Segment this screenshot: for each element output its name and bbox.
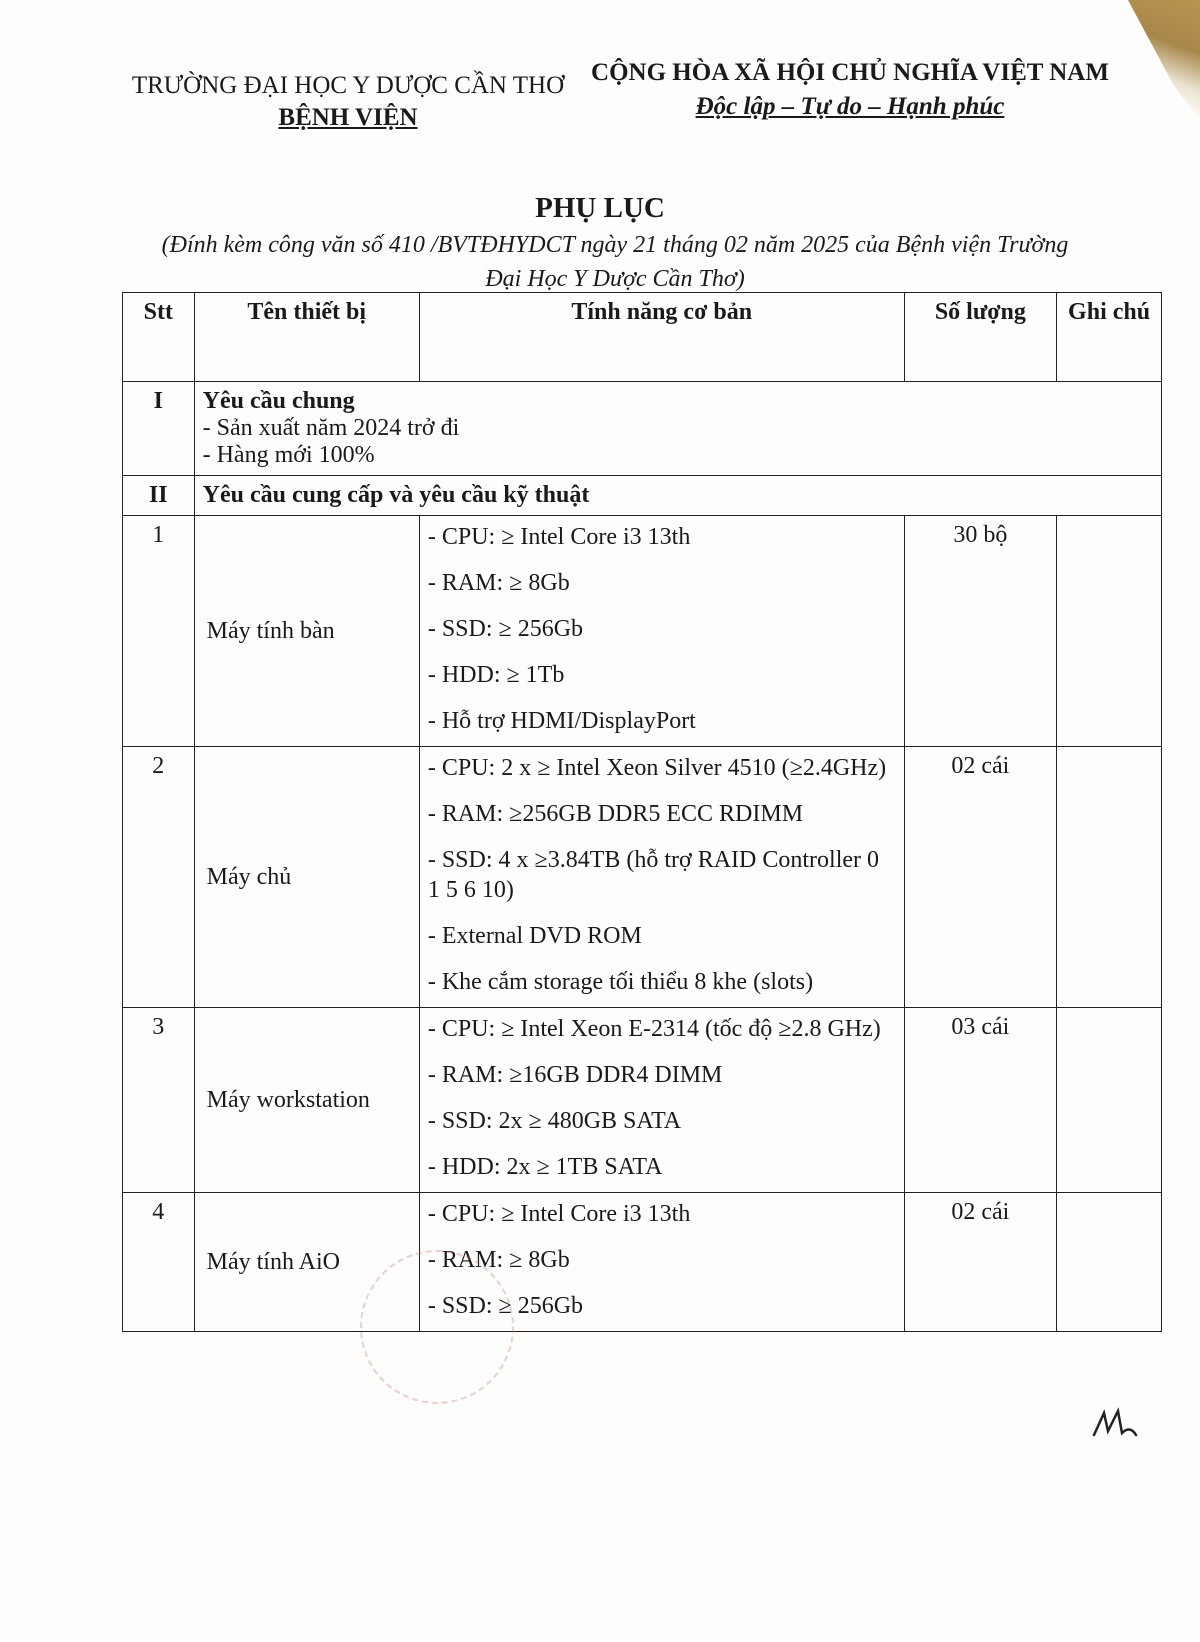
row-note xyxy=(1057,516,1162,747)
feature-line: - CPU: 2 x ≥ Intel Xeon Silver 4510 (≥2.4GHz) xyxy=(427,755,887,781)
row-stt: 2 xyxy=(123,747,195,1008)
section-content xyxy=(194,382,1161,476)
feature-line: - CPU: ≥ Intel Xeon E-2314 (tốc độ ≥2.8 GHz) xyxy=(427,1016,881,1042)
issuer-university: TRƯỜNG ĐẠI HỌC Y DƯỢC CẦN THƠ xyxy=(131,72,565,99)
issuer-header xyxy=(128,70,568,134)
section-title: Yêu cầu chung xyxy=(202,388,355,414)
section-row-general xyxy=(123,382,1162,476)
col-header-stt: Stt xyxy=(123,293,195,382)
col-header-name: Tên thiết bị xyxy=(194,293,419,382)
faded-stamp xyxy=(360,1250,514,1404)
feature-line: - RAM: ≥ 8Gb xyxy=(427,570,570,596)
row-device-name: Máy tính bàn xyxy=(194,516,419,747)
issuer-hospital: BỆNH VIỆN xyxy=(278,104,418,131)
row-device-name: Máy tính AiO xyxy=(194,1193,419,1332)
feature-line: - HDD: 2x ≥ 1TB SATA xyxy=(427,1154,663,1180)
national-motto: Độc lập – Tự do – Hạnh phúc xyxy=(695,93,1005,120)
document-subtitle: (Đính kèm công văn số 410 /BVTĐHYDCT ngày 21 tháng 02 năm 2025 của Bệnh viện Trường Đại Học Y Dược Cần Thơ) xyxy=(161,232,1069,292)
document-title: PHỤ LỤC xyxy=(535,192,665,224)
row-stt: 4 xyxy=(123,1193,195,1332)
initials-signature xyxy=(1090,1405,1140,1441)
feature-line: - HDD: ≥ 1Tb xyxy=(427,662,565,688)
row-device-name: Máy workstation xyxy=(194,1008,419,1193)
row-note xyxy=(1057,1193,1162,1332)
feature-line: - Khe cắm storage tối thiểu 8 khe (slots) xyxy=(427,969,814,995)
feature-line: - RAM: ≥16GB DDR4 DIMM xyxy=(427,1062,723,1088)
col-header-quantity: Số lượng xyxy=(904,293,1057,382)
row-device-name: Máy chủ xyxy=(194,747,419,1008)
row-features xyxy=(419,747,904,1008)
col-header-note: Ghi chú xyxy=(1057,293,1162,382)
feature-line: - RAM: ≥256GB DDR5 ECC RDIMM xyxy=(427,801,804,827)
national-header xyxy=(580,56,1120,124)
feature-line: - Hỗ trợ HDMI/DisplayPort xyxy=(427,708,696,734)
equipment-spec-table xyxy=(122,292,1162,1332)
feature-line: - CPU: ≥ Intel Core i3 13th xyxy=(427,524,691,550)
row-features xyxy=(419,516,904,747)
feature-line: - SSD: ≥ 256Gb xyxy=(427,1293,584,1319)
table-row xyxy=(123,747,1162,1008)
section-line: - Hàng mới 100% xyxy=(202,442,375,468)
feature-line: - SSD: ≥ 256Gb xyxy=(427,616,584,642)
row-note xyxy=(1057,747,1162,1008)
section-title: Yêu cầu cung cấp và yêu cầu kỹ thuật xyxy=(194,476,1161,516)
table-row xyxy=(123,516,1162,747)
row-quantity: 02 cái xyxy=(904,747,1057,1008)
row-stt: 1 xyxy=(123,516,195,747)
row-note xyxy=(1057,1008,1162,1193)
row-quantity: 02 cái xyxy=(904,1193,1057,1332)
row-features xyxy=(419,1008,904,1193)
section-row-technical xyxy=(123,476,1162,516)
table-row xyxy=(123,1008,1162,1193)
col-header-features: Tính năng cơ bản xyxy=(419,293,904,382)
section-label: II xyxy=(123,476,195,516)
feature-line: - SSD: 4 x ≥3.84TB (hỗ trợ RAID Controller 0 1 5 6 10) xyxy=(427,847,880,903)
national-title: CỘNG HÒA XÃ HỘI CHỦ NGHĨA VIỆT NAM xyxy=(591,59,1109,86)
paper-corner-stain xyxy=(1110,0,1200,120)
feature-line: - SSD: 2x ≥ 480GB SATA xyxy=(427,1108,682,1134)
row-stt: 3 xyxy=(123,1008,195,1193)
row-quantity: 30 bộ xyxy=(904,516,1057,747)
table-row xyxy=(123,1193,1162,1332)
feature-line: - CPU: ≥ Intel Core i3 13th xyxy=(427,1201,691,1227)
section-line: - Sản xuất năm 2024 trở đi xyxy=(202,415,460,441)
row-quantity: 03 cái xyxy=(904,1008,1057,1193)
section-label: I xyxy=(123,382,195,476)
feature-line: - RAM: ≥ 8Gb xyxy=(427,1247,570,1273)
table-header-row xyxy=(123,293,1162,382)
feature-line: - External DVD ROM xyxy=(427,923,642,949)
